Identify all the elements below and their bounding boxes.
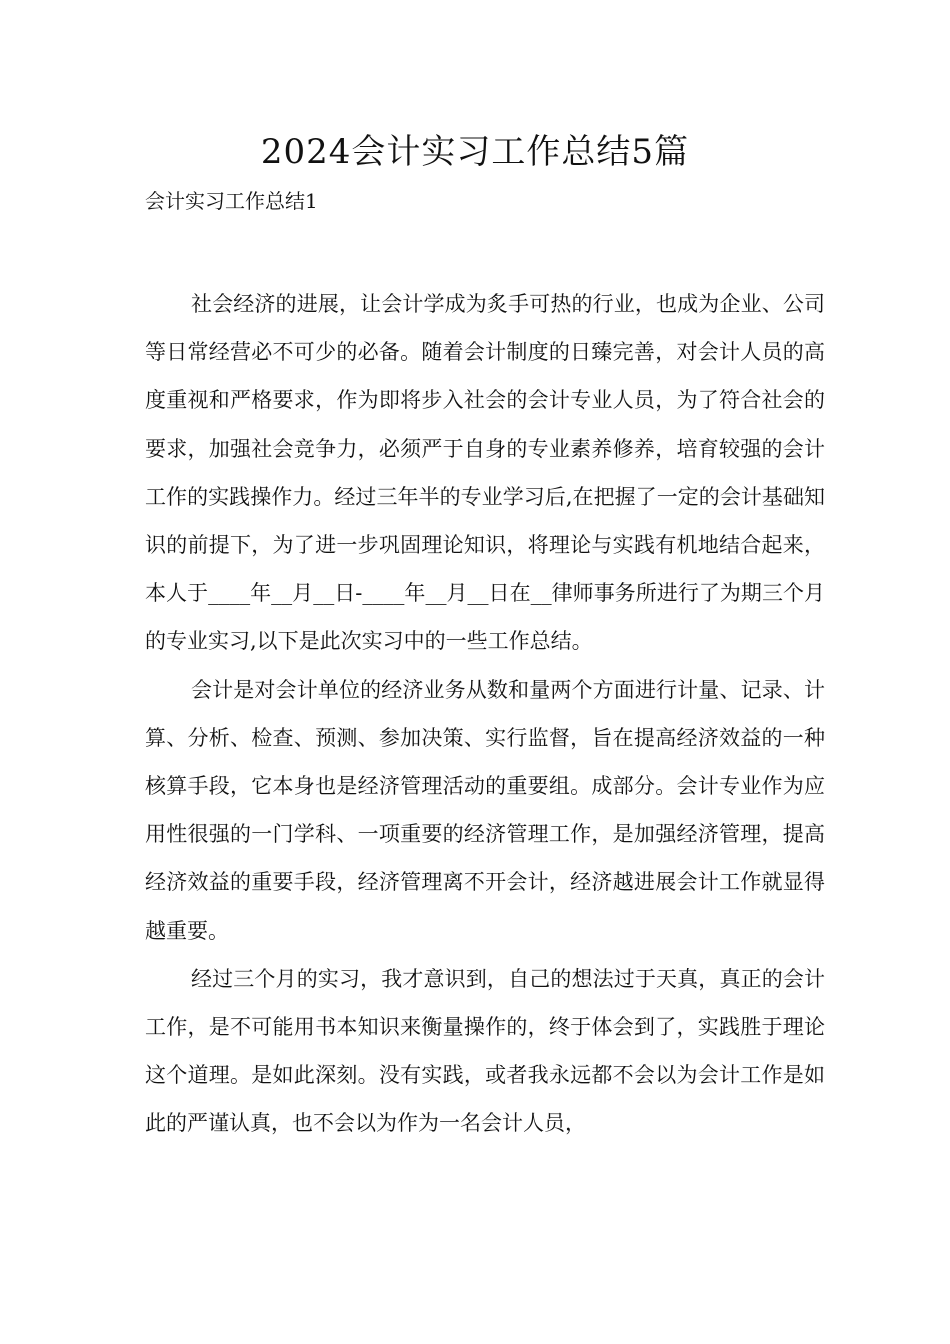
document-title: 2024会计实习工作总结5篇: [260, 132, 690, 172]
paragraph-1: 社会经济的进展，让会计学成为炙手可热的行业，也成为企业、公司等日常经营必不可少的必备。随着会计制度的日臻完善，对会计人员的高度重视和严格要求，作为即将步入社会的会计专业人员，为了符合社会的要求，加强社会竞争力，必须严于自身的专业素养修养，培育较强的会计工作的实践操作力。经过三年半的专业学习后,在把握了一定的会计基础知识的前提下，为了进一步巩固理论知识，将理论与实践有机地结合起来，本人于____年__月__日-____年__月__日在__律师事务所进行了为期三个月的专业实习,以下是此次实习中的一些工作总结。: [145, 292, 825, 654]
paragraph-2: 会计是对会计单位的经济业务从数和量两个方面进行计量、记录、计算、分析、检查、预测、参加决策、实行监督，旨在提高经济效益的一种核算手段，它本身也是经济管理活动的重要组。成部分。会计专业作为应用性很强的一门学科、一项重要的经济管理工作，是加强经济管理，提高经济效益的重要手段，经济管理离不开会计，经济越进展会计工作就显得越重要。: [145, 677, 825, 943]
paragraph-3: 经过三个月的实习，我才意识到，自己的想法过于天真，真正的会计工作，是不可能用书本知识来衡量操作的，终于体会到了，实践胜于理论这个道理。是如此深刻。没有实践，或者我永远都不会以为会计工作是如此的严谨认真，也不会以为作为一名会计人员，: [145, 966, 825, 1136]
section-heading: 会计实习工作总结1: [145, 189, 318, 213]
document-body: [145, 280, 825, 1148]
